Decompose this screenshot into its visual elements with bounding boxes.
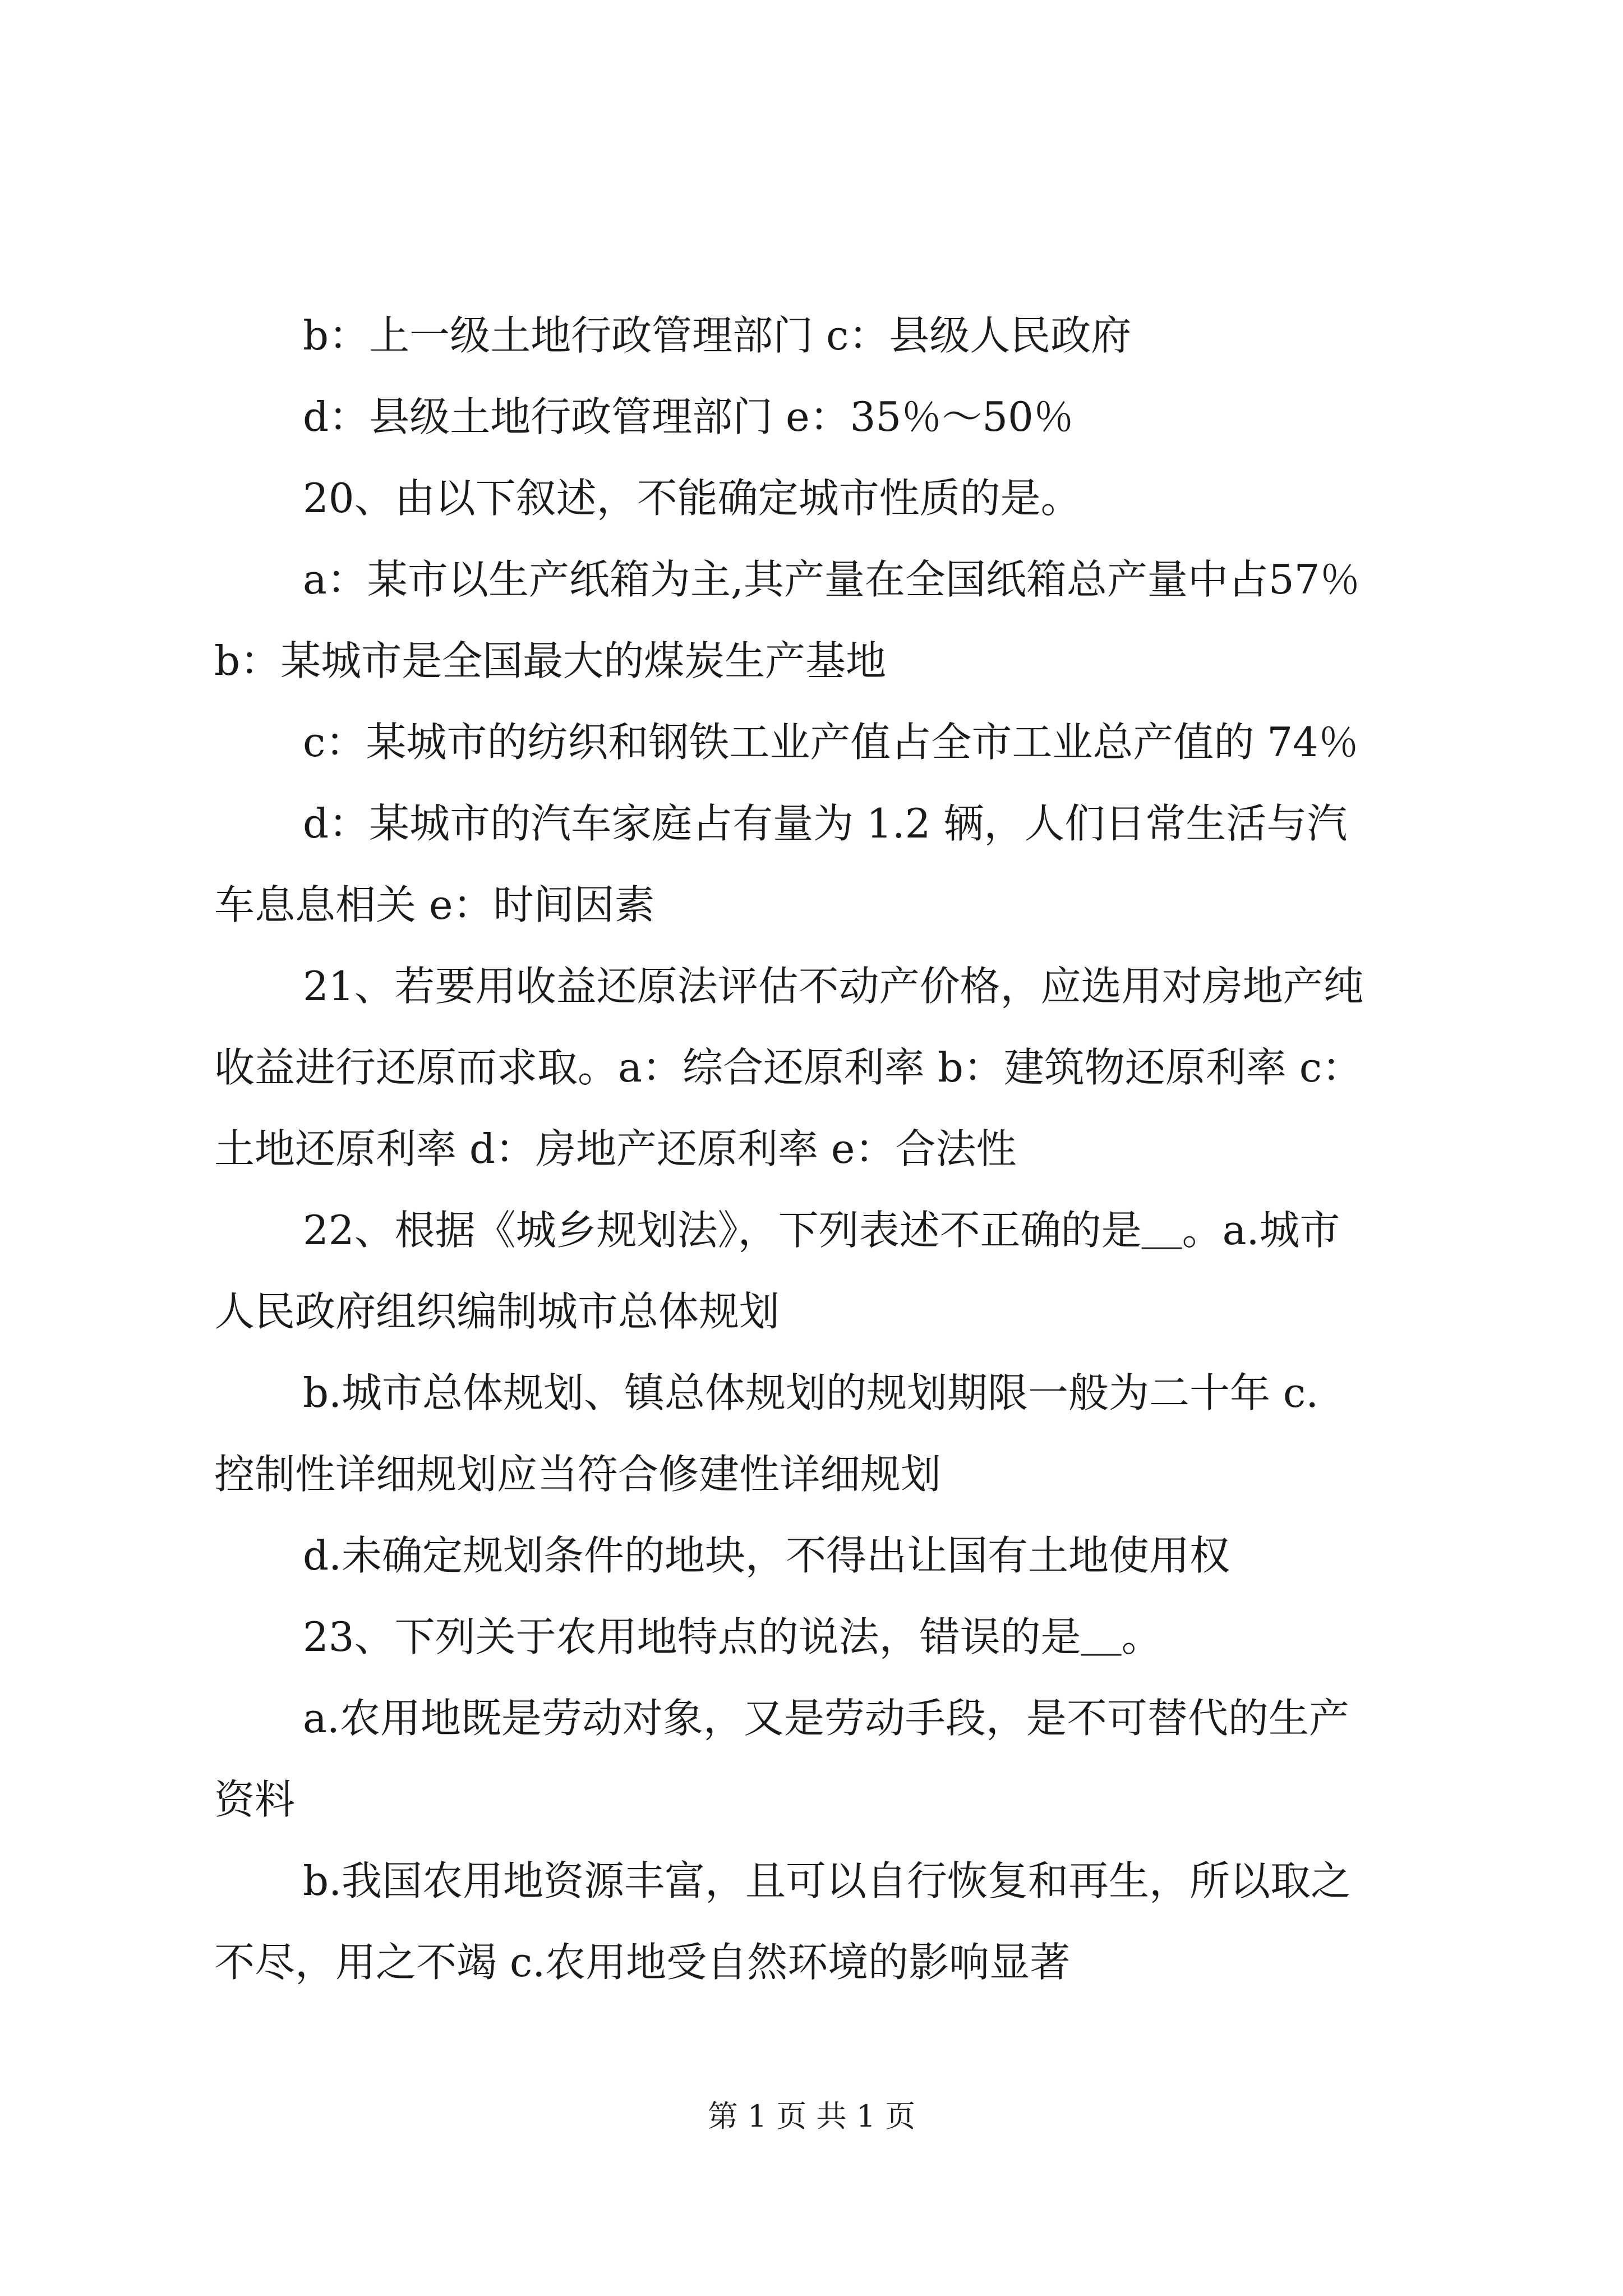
text-line: 控制性详细规划应当符合修建性详细规划 — [214, 1451, 942, 1498]
text-line: 资料 — [214, 1776, 296, 1823]
text-line: 21、若要用收益还原法评估不动产价格，应选用对房地产纯 — [303, 963, 1364, 1010]
page-number-footer: 第 1 页 共 1 页 — [707, 2099, 916, 2134]
text-line: 土地还原利率 d：房地产还原利率 e：合法性 — [214, 1125, 1017, 1172]
text-line: 23、下列关于农用地特点的说法，错误的是＿。 — [303, 1613, 1162, 1660]
text-line: 人民政府组织编制城市总体规划 — [214, 1288, 780, 1335]
text-line: a：某市以生产纸箱为主,其产量在全国纸箱总产量中占57％ — [303, 556, 1361, 603]
text-line: a.农用地既是劳动对象，又是劳动手段，是不可替代的生产 — [303, 1695, 1349, 1742]
text-line: b：某城市是全国最大的煤炭生产基地 — [214, 637, 887, 684]
text-line: d：某城市的汽车家庭占有量为 1.2 辆，人们日常生活与汽 — [303, 800, 1348, 847]
text-line: 20、由以下叙述，不能确定城市性质的是。 — [303, 475, 1081, 522]
text-line: 22、根据《城乡规划法》，下列表述不正确的是＿。a.城市 — [303, 1207, 1340, 1254]
text-line: b.我国农用地资源丰富，且可以自行恢复和再生，所以取之 — [303, 1857, 1351, 1904]
text-line: b.城市总体规划、镇总体规划的规划期限一般为二十年 c. — [303, 1369, 1319, 1416]
text-line: 不尽，用之不竭 c.农用地受自然环境的影响显著 — [214, 1939, 1071, 1986]
text-line: 车息息相关 e：时间因素 — [214, 881, 655, 928]
text-line: b：上一级土地行政管理部门 c：县级人民政府 — [303, 312, 1132, 359]
text-line: d.未确定规划条件的地块，不得出让国有土地使用权 — [303, 1532, 1230, 1579]
text-line: d：县级土地行政管理部门 e：35％～50％ — [303, 393, 1074, 440]
text-line: c：某城市的纺织和钢铁工业产值占全市工业总产值的 74％ — [303, 719, 1359, 766]
text-line: 收益进行还原而求取。a：综合还原利率 b：建筑物还原利率 c： — [214, 1044, 1363, 1091]
